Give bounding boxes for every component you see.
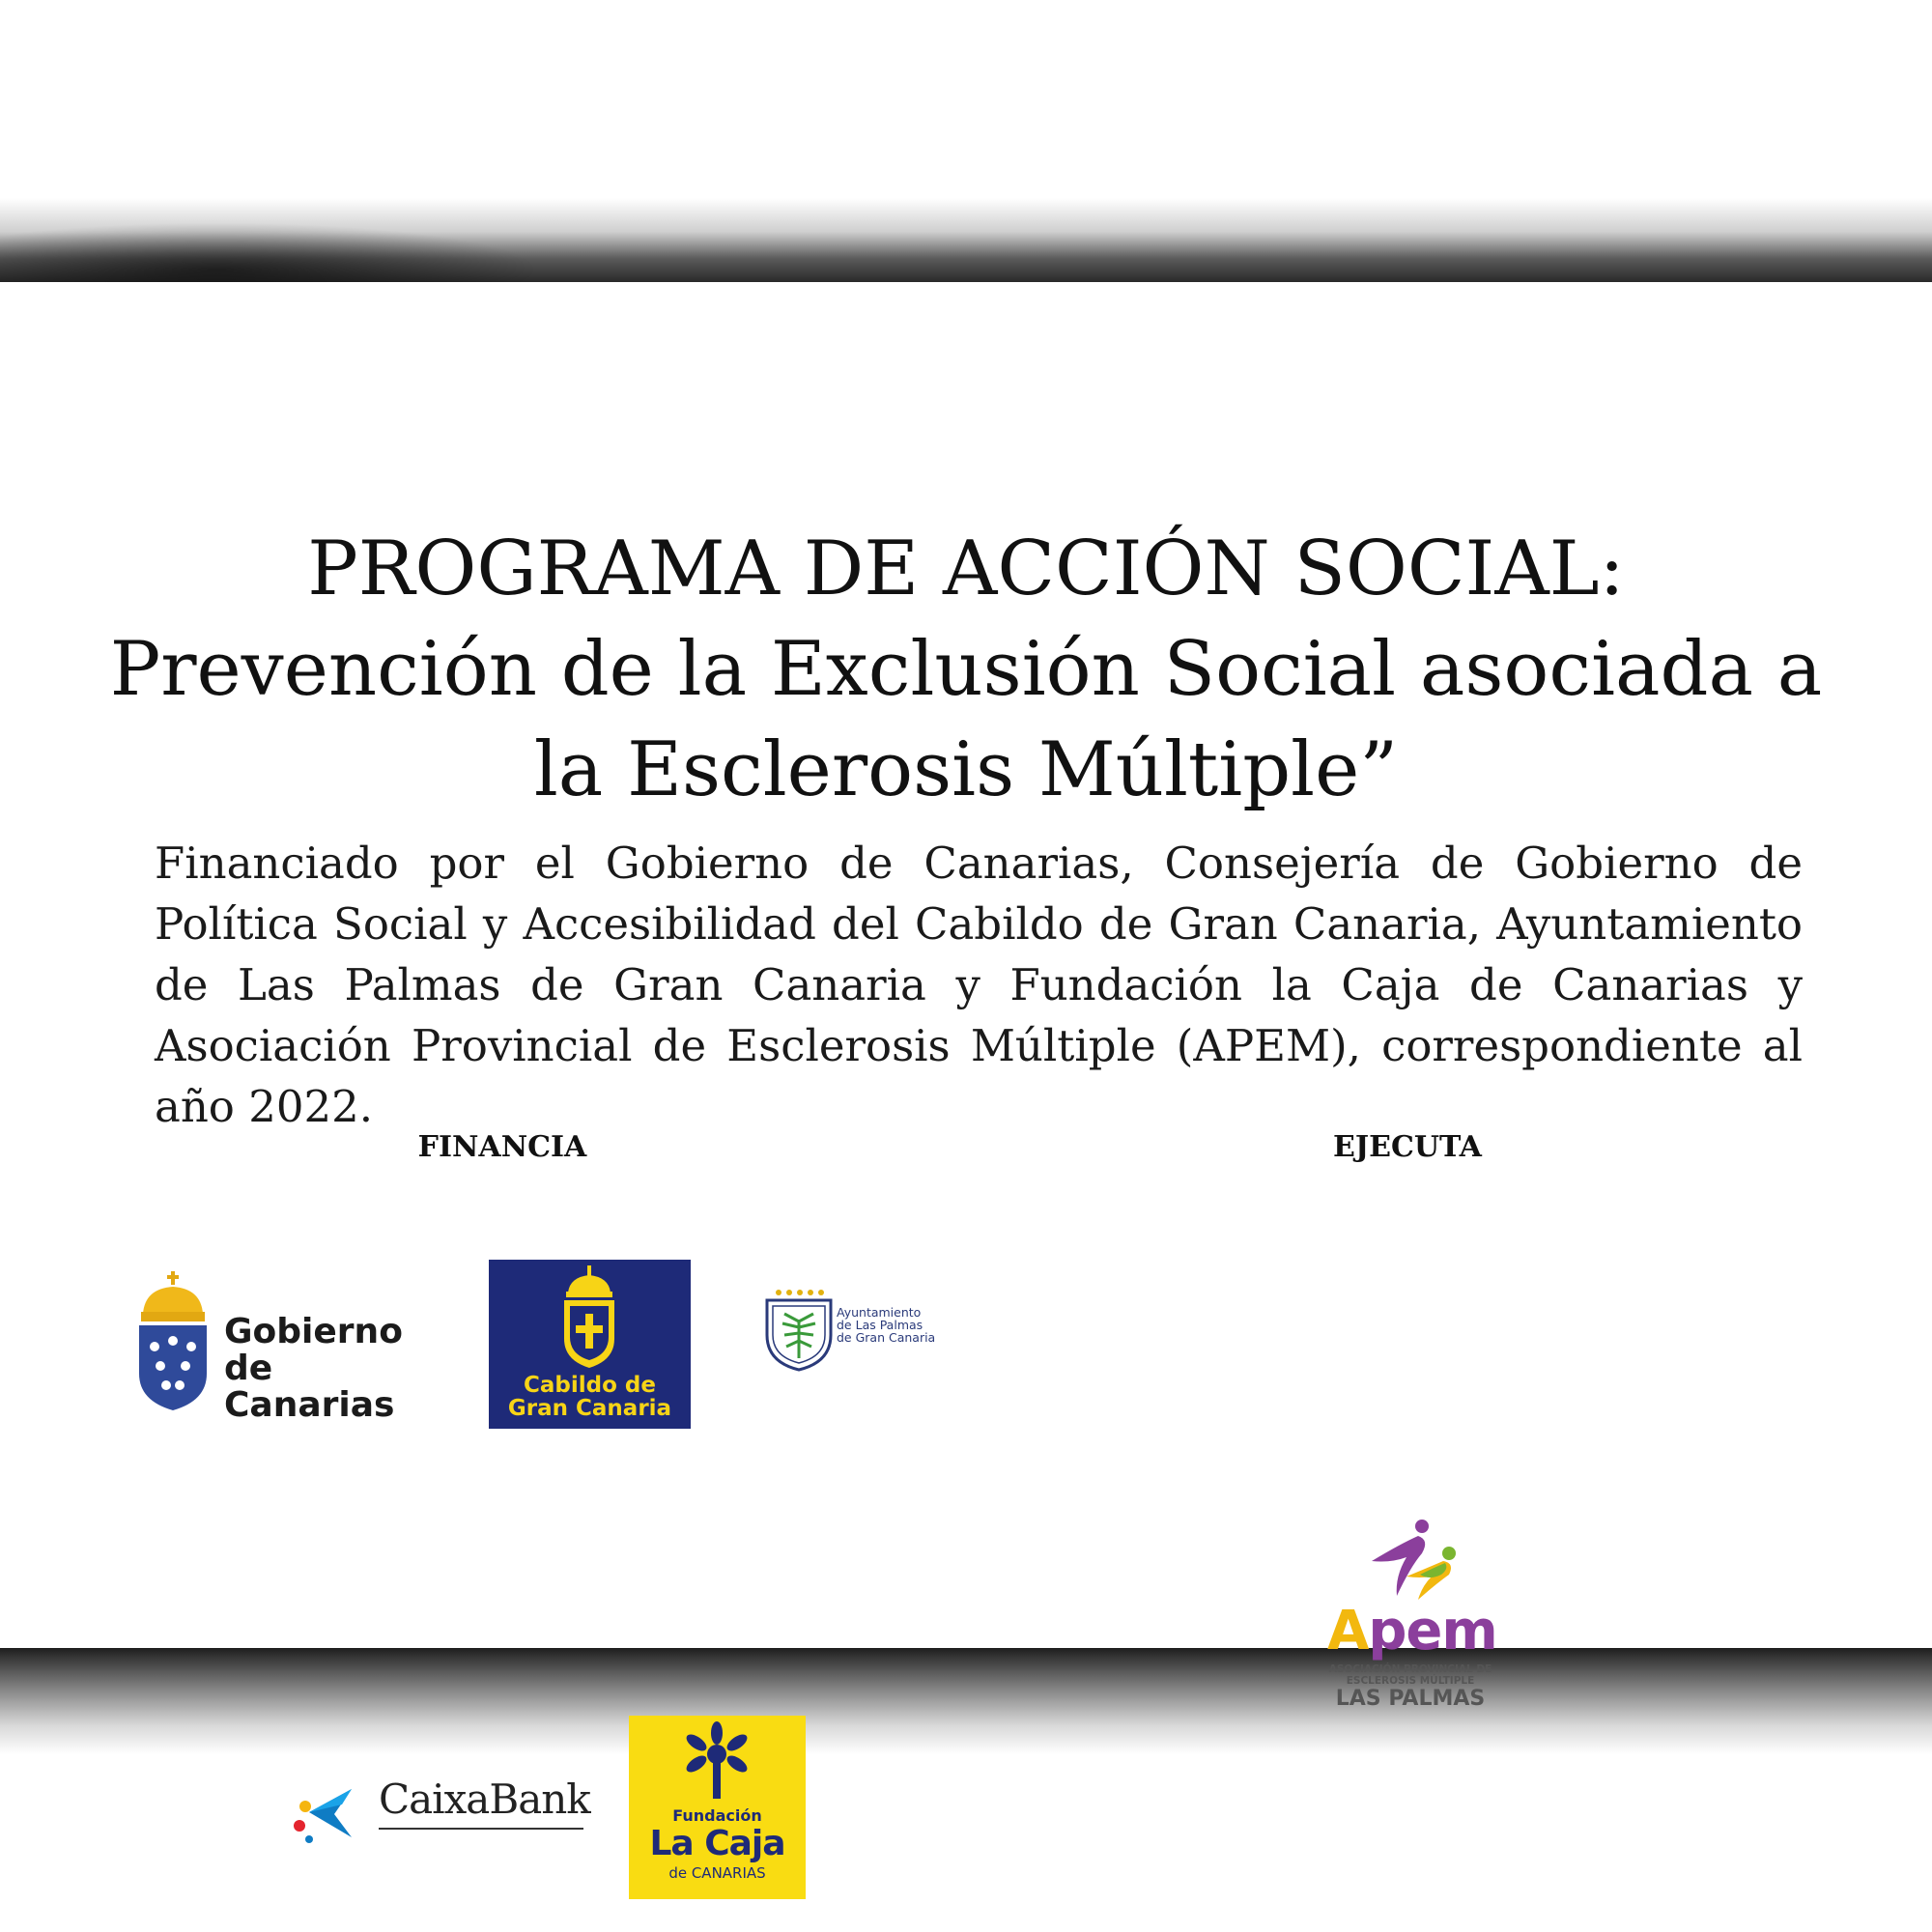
fundacion-la-caja-logo <box>629 1716 806 1899</box>
top-shadow <box>0 0 1932 282</box>
palm-tree-icon <box>629 1716 806 1804</box>
title-line-3: la Esclerosis Múltiple” <box>533 726 1399 813</box>
apem-las-palmas: LAS PALMAS <box>1335 1687 1486 1711</box>
de-canarias-text: de CANARIAS <box>668 1864 766 1882</box>
title-line-2: Prevención de la Exclusión Social asociada a <box>109 626 1823 713</box>
caixabank-text: CaixaBank <box>379 1776 590 1823</box>
caixabank-underline <box>379 1828 583 1830</box>
document-sheet <box>0 282 1932 1882</box>
cabildo-shield-icon <box>489 1260 691 1374</box>
ayuntamiento-text: Ayuntamiento de Las Palmas de Gran Canaria <box>837 1305 936 1345</box>
bottom-shadow <box>0 1648 1932 1754</box>
ejecuta-label: EJECUTA <box>1333 1130 1482 1164</box>
apem-subtitle: ASOCIACIÓN PROVINCIAL DE ESCLEROSIS MÚLTIPLE <box>1328 1663 1492 1687</box>
la-caja-text: La Caja <box>649 1824 785 1863</box>
cabildo-text: Cabildo de Gran Canaria <box>507 1373 672 1421</box>
fundacion-text: Fundación <box>672 1806 762 1825</box>
ayuntamiento-las-palmas-logo <box>763 1287 976 1374</box>
apem-figures-icon <box>1314 1519 1507 1600</box>
caixabank-logo <box>288 1770 597 1847</box>
funding-description: Financiado por el Gobierno de Canarias, Consejería de Gobierno de Política Social y Accesibilidad del Cabildo de Gran Canaria, Ayuntamiento de Las Palmas de Gran Canaria y Fundación la Caja de Canarias y Asociación Provincial de Esclerosis Múltiple (APEM), correspondiente al año 2022. <box>155 838 1803 1132</box>
caixabank-star-icon <box>288 1770 375 1847</box>
canarias-crest-icon <box>135 1265 213 1420</box>
apem-wordmark: Apem <box>1327 1600 1497 1662</box>
cabildo-gran-canaria-logo <box>489 1260 691 1429</box>
financia-label: FINANCIA <box>417 1130 587 1164</box>
title-line-1: PROGRAMA DE ACCIÓN SOCIAL: <box>307 526 1625 612</box>
gobierno-canarias-logo <box>135 1265 444 1425</box>
apem-logo <box>1314 1519 1507 1721</box>
palm-shield-icon <box>763 1287 835 1374</box>
gobierno-text: Gobierno de Canarias <box>224 1312 403 1425</box>
